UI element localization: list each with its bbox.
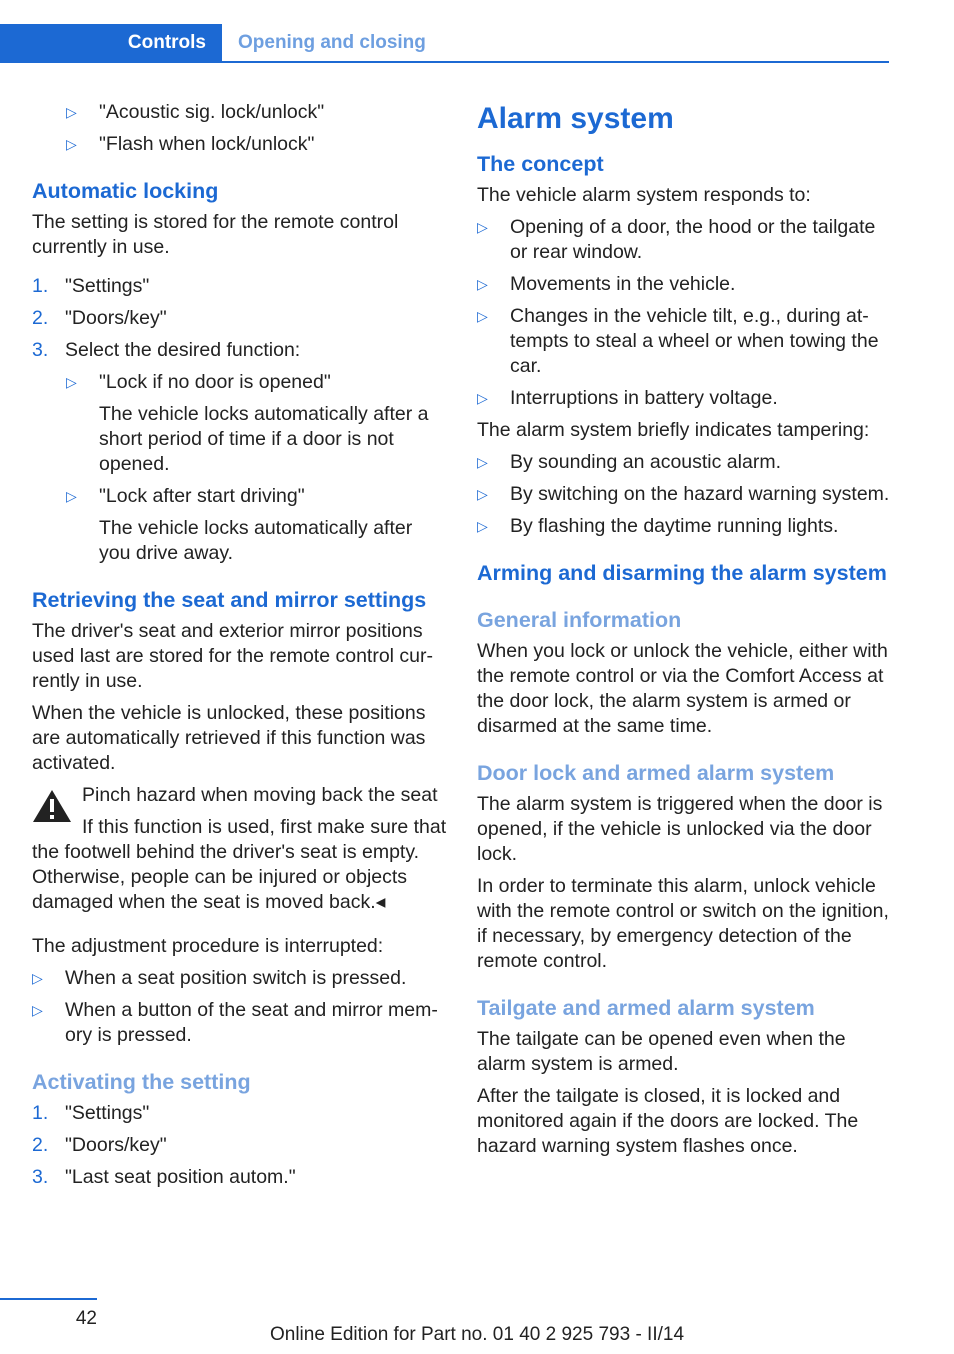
- bullet-icon: ▷: [477, 276, 488, 292]
- paragraph: When the vehicle is unlocked, these positions are automatically retrieved if this function was activated.: [32, 702, 426, 774]
- list-item: [477, 386, 892, 411]
- paragraph: The vehicle alarm system responds to:: [477, 184, 811, 206]
- step-number: 3.: [32, 1166, 49, 1188]
- section-heading: The concept: [477, 152, 604, 176]
- numbered-step: [32, 306, 447, 331]
- numbered-step: [32, 338, 447, 363]
- bullet-icon: ▷: [66, 374, 77, 390]
- list-item: [477, 514, 892, 539]
- step-text: "Settings": [65, 1102, 150, 1124]
- left-column: [32, 100, 447, 1197]
- step-number: 1.: [32, 1102, 49, 1124]
- paragraph: After the tailgate is closed, it is locked and monitored again if the doors are locked. The hazard warning system flashes once.: [477, 1085, 859, 1157]
- list-item: [477, 482, 892, 507]
- numbered-step: [32, 274, 447, 299]
- list-item: [477, 450, 892, 475]
- list-item: [477, 215, 892, 265]
- numbered-step: [32, 1101, 447, 1126]
- paragraph: When you lock or unlock the vehicle, either with the remote control or via the Comfort Access at the door lock, the alarm system is armed or disarmed at the same time.: [477, 640, 888, 737]
- paragraph: The adjustment procedure is interrupted:: [32, 935, 384, 957]
- list-item-text: "Acoustic sig. lock/unlock": [99, 101, 325, 123]
- page-title: Alarm system: [477, 102, 674, 135]
- subsection-heading: Activating the setting: [32, 1070, 251, 1094]
- bullet-icon: ▷: [32, 1002, 43, 1018]
- option-description: The vehicle locks automatically after you drive away.: [99, 517, 413, 564]
- list-item: [66, 132, 447, 157]
- option-description: The vehicle locks automatically after a short period of time if a door is not opened.: [99, 403, 429, 475]
- bullet-icon: ▷: [66, 488, 77, 504]
- bullet-icon: ▷: [477, 518, 488, 534]
- bullet-icon: ▷: [477, 308, 488, 324]
- list-item: [477, 272, 892, 297]
- list-item-text: Movements in the vehicle.: [510, 273, 736, 295]
- step-number: 2.: [32, 1134, 49, 1156]
- section-heading: Arming and disarming the alarm system: [477, 561, 887, 585]
- option-label: "Lock if no door is opened": [99, 371, 331, 393]
- list-item-text: By flashing the daytime running lights.: [510, 515, 839, 537]
- step-text: Select the desired function:: [65, 339, 301, 361]
- step-text: "Settings": [65, 275, 150, 297]
- bullet-icon: ▷: [477, 390, 488, 406]
- paragraph: The setting is stored for the remote control currently in use.: [32, 211, 399, 258]
- section-heading: Retrieving the seat and mirror settings: [32, 588, 427, 612]
- list-item-text: When a seat position switch is pressed.: [65, 967, 407, 989]
- tab-opening-and-closing[interactable]: Opening and closing: [238, 32, 426, 53]
- header-bar: [0, 24, 889, 63]
- edition-note: Online Edition for Part no. 01 40 2 925 793 - II/14: [269, 1324, 685, 1345]
- list-item-text: Interruptions in battery voltage.: [510, 387, 778, 409]
- list-item: [66, 100, 447, 125]
- paragraph: The alarm system is triggered when the door is opened, if the vehicle is unlocked via the door lock.: [477, 793, 883, 865]
- subsection-heading: General information: [477, 608, 682, 632]
- warning-box: [32, 783, 447, 915]
- list-item-text: When a button of the seat and mirror memory is pressed.: [65, 999, 438, 1046]
- paragraph: The driver's seat and exterior mirror positions used last are stored for the remote control currently in use.: [32, 620, 434, 692]
- list-item-text: Opening of a door, the hood or the tailgate or rear window.: [510, 216, 876, 263]
- numbered-step: [32, 1165, 447, 1190]
- footer-rule: [0, 1298, 97, 1300]
- numbered-step: [32, 1133, 447, 1158]
- list-item-text: "Flash when lock/unlock": [99, 133, 315, 155]
- list-item: [477, 304, 892, 379]
- page-number: 42: [75, 1308, 97, 1329]
- paragraph: The alarm system briefly indicates tampering:: [477, 419, 870, 441]
- step-number: 1.: [32, 275, 49, 297]
- bullet-icon: ▷: [32, 970, 43, 986]
- tab-controls[interactable]: Controls: [0, 24, 222, 61]
- right-column: [477, 100, 892, 1166]
- list-item-text: By switching on the hazard warning system.: [510, 483, 890, 505]
- warning-header: [32, 783, 447, 808]
- bullet-icon: ▷: [477, 219, 488, 235]
- list-item-text: By sounding an acoustic alarm.: [510, 451, 781, 473]
- subsection-heading: Tailgate and armed alarm system: [477, 996, 815, 1020]
- option-label: "Lock after start driving": [99, 485, 305, 507]
- list-item: [66, 370, 447, 395]
- step-number: 3.: [32, 339, 49, 361]
- bullet-icon: ▷: [477, 454, 488, 470]
- paragraph: The tailgate can be opened even when the alarm system is armed.: [477, 1028, 846, 1075]
- warning-body: If this function is used, first make sure that the footwell behind the driver's seat is empty. Otherwise, people can be injured or objects damaged when the seat is moved back.◂: [32, 816, 447, 913]
- bullet-icon: ▷: [66, 104, 77, 120]
- bullet-icon: ▷: [66, 136, 77, 152]
- warning-title: Pinch hazard when moving back the seat: [82, 784, 438, 806]
- paragraph: In order to terminate this alarm, unlock vehicle with the remote control or switch on the ignition, if necessary, by emergency detection of the remote control.: [477, 875, 889, 972]
- section-heading: Automatic locking: [32, 179, 219, 203]
- step-text: "Doors/key": [65, 1134, 167, 1156]
- list-item-text: Changes in the vehicle tilt, e.g., during attempts to steal a wheel or when towing the car.: [510, 305, 879, 377]
- step-number: 2.: [32, 307, 49, 329]
- list-item: [32, 998, 447, 1048]
- subsection-heading: Door lock and armed alarm system: [477, 761, 835, 785]
- step-text: "Doors/key": [65, 307, 167, 329]
- warning-triangle-icon: [32, 789, 72, 830]
- list-item: [66, 484, 447, 509]
- step-text: "Last seat position autom.": [65, 1166, 296, 1188]
- bullet-icon: ▷: [477, 486, 488, 502]
- list-item: [32, 966, 447, 991]
